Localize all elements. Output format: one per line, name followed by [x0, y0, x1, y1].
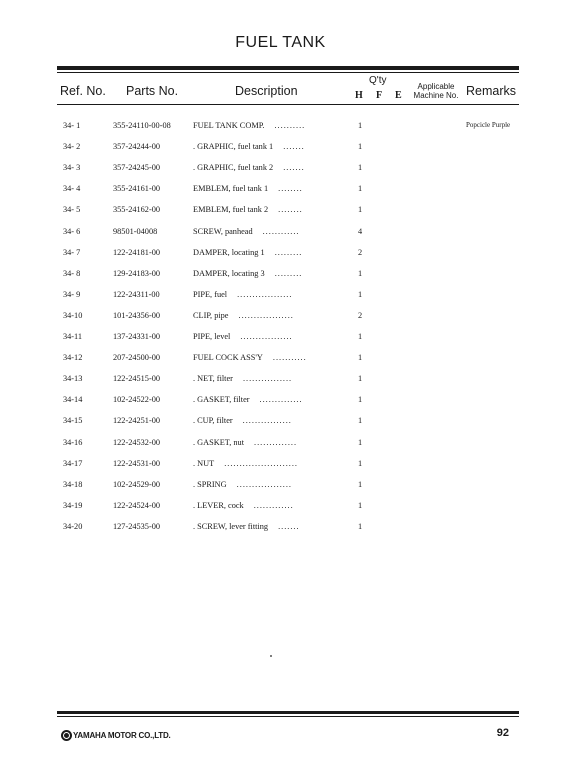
qty-cell: 2 — [358, 310, 363, 320]
description-cell — [193, 269, 302, 278]
ref-cell: 34- 9 — [63, 289, 81, 299]
part-number-cell: 102-24529-00 — [113, 479, 161, 489]
description-text: . GASKET, filter — [193, 395, 250, 405]
table-row — [0, 269, 561, 283]
leader-dots: ................ — [242, 374, 293, 384]
description-cell — [193, 480, 292, 489]
description-cell — [193, 374, 292, 383]
qty-cell: 1 — [358, 184, 363, 194]
table-row — [0, 522, 561, 536]
qty-cell: 1 — [358, 353, 363, 363]
description-text: . CUP, filter — [193, 416, 233, 426]
ref-cell: 34- 6 — [63, 226, 81, 236]
part-number-cell: 355-24162-00 — [113, 205, 161, 215]
description-cell — [193, 311, 294, 320]
description-text: . GRAPHIC, fuel tank 2 — [193, 163, 274, 173]
description-cell — [193, 163, 305, 172]
page-number: 92 — [496, 727, 509, 739]
table-row — [0, 438, 561, 452]
leader-dots: .................. — [236, 479, 293, 489]
ref-cell: 34-19 — [63, 500, 83, 510]
table-row — [0, 480, 561, 494]
leader-dots: .................. — [238, 310, 294, 320]
qty-cell: 1 — [358, 437, 363, 447]
bottom-thin-rule — [57, 716, 519, 717]
part-number-cell: 122-24311-00 — [113, 289, 160, 299]
description-cell — [193, 121, 305, 130]
description-cell — [193, 395, 303, 404]
description-cell — [193, 184, 303, 193]
part-number-cell: 357-24244-00 — [113, 142, 161, 152]
ref-cell: 34-18 — [63, 479, 83, 489]
header-remarks: Remarks — [466, 84, 517, 98]
leader-dots: .............. — [259, 395, 303, 405]
description-cell — [193, 290, 292, 299]
ref-cell: 34- 7 — [63, 247, 81, 257]
table-row — [0, 395, 561, 409]
description-text: . GASKET, nut — [193, 437, 245, 447]
header-qty-h: H — [355, 90, 363, 101]
part-number-cell: 355-24110-00-08 — [113, 121, 171, 130]
description-text: DAMPER, locating 1 — [193, 247, 265, 257]
part-number-cell: 137-24331-00 — [113, 332, 161, 341]
part-number-cell: 122-24524-00 — [113, 500, 161, 510]
qty-cell: 1 — [358, 416, 363, 426]
part-number-cell: 357-24245-00 — [113, 163, 161, 173]
leader-dots: ........... — [272, 353, 307, 363]
leader-dots: ................ — [242, 416, 292, 426]
header-applicable-line2: Machine No. — [413, 91, 459, 100]
header-parts-no: Parts No. — [126, 84, 179, 98]
header-qty-f: F — [376, 90, 383, 101]
table-row — [0, 459, 561, 473]
table-row — [0, 121, 561, 135]
ref-cell: 34- 4 — [63, 184, 81, 194]
part-number-cell: 122-24515-00 — [113, 374, 161, 384]
description-text: FUEL COCK ASS'Y — [193, 353, 263, 363]
ref-cell: 34-15 — [63, 416, 83, 426]
leader-dots: ........ — [278, 205, 303, 215]
table-row — [0, 142, 561, 156]
yamaha-logo-icon — [61, 730, 72, 741]
leader-dots: ....... — [283, 163, 305, 173]
table-row — [0, 227, 561, 241]
table-row — [0, 332, 561, 346]
header-rule — [57, 104, 519, 105]
table-row — [0, 374, 561, 388]
part-number-cell: 355-24161-00 — [113, 184, 161, 194]
ref-cell: 34- 8 — [63, 268, 81, 278]
leader-dots: ....... — [283, 142, 305, 152]
qty-cell: 1 — [358, 289, 363, 299]
description-text: PIPE, fuel — [193, 289, 228, 299]
description-text: SCREW, panhead — [193, 226, 253, 236]
table-row — [0, 501, 561, 515]
description-text: EMBLEM, fuel tank 2 — [193, 205, 269, 215]
description-text: . SCREW, lever fitting — [193, 521, 269, 531]
description-cell — [193, 438, 297, 447]
description-cell — [193, 416, 292, 425]
header-qty: Q'ty — [369, 75, 387, 86]
table-row — [0, 184, 561, 198]
description-cell — [193, 353, 307, 362]
leader-dots: ............ — [262, 226, 300, 236]
description-text: . LEVER, cock — [193, 500, 244, 510]
description-text: . SPRING — [193, 479, 227, 489]
table-row — [0, 205, 561, 219]
qty-cell: 1 — [358, 121, 363, 130]
qty-cell: 1 — [358, 521, 363, 531]
table-row — [0, 311, 561, 325]
part-number-cell: 122-24181-00 — [113, 247, 161, 257]
ref-cell: 34- 2 — [63, 142, 81, 152]
table-row — [0, 290, 561, 304]
part-number-cell: 122-24531-00 — [113, 458, 161, 468]
description-text: EMBLEM, fuel tank 1 — [193, 184, 269, 194]
page-title: FUEL TANK — [235, 34, 326, 51]
part-number-cell: 207-24500-00 — [113, 353, 161, 363]
table-row — [0, 248, 561, 262]
ref-cell: 34-13 — [63, 374, 83, 384]
qty-cell: 1 — [358, 479, 363, 489]
qty-cell: 2 — [358, 247, 363, 257]
description-cell — [193, 332, 293, 341]
leader-dots: ........................ — [224, 458, 298, 468]
qty-cell: 1 — [358, 500, 363, 510]
leader-dots: .............. — [254, 437, 298, 447]
part-number-cell: 122-24251-00 — [113, 416, 161, 426]
ref-cell: 34- 5 — [63, 205, 81, 215]
ref-cell: 34-11 — [63, 332, 83, 341]
description-cell — [193, 227, 300, 236]
description-text: . GRAPHIC, fuel tank 1 — [193, 142, 274, 152]
description-cell — [193, 205, 303, 214]
header-description: Description — [235, 84, 298, 98]
description-text: . NUT — [193, 458, 215, 468]
ref-cell: 34-20 — [63, 521, 83, 531]
qty-cell: 1 — [358, 458, 363, 468]
part-number-cell: 98501-04008 — [113, 226, 158, 236]
ref-cell: 34-10 — [63, 310, 83, 320]
leader-dots: ......... — [274, 268, 303, 278]
leader-dots: ....... — [278, 521, 300, 531]
ref-cell: 34- 3 — [63, 163, 81, 173]
leader-dots: ................. — [240, 332, 293, 341]
ref-cell: 34-12 — [63, 353, 83, 363]
part-number-cell: 122-24532-00 — [113, 437, 161, 447]
description-text: DAMPER, locating 3 — [193, 268, 265, 278]
qty-cell: 1 — [358, 332, 363, 341]
part-number-cell: 127-24535-00 — [113, 521, 161, 531]
page-speck — [270, 655, 272, 657]
ref-cell: 34-14 — [63, 395, 83, 405]
description-text: . NET, filter — [193, 374, 233, 384]
ref-cell: 34-16 — [63, 437, 83, 447]
header-applicable — [411, 82, 461, 100]
qty-cell: 4 — [358, 226, 363, 236]
description-cell — [193, 501, 294, 510]
ref-cell: 34- 1 — [63, 121, 81, 130]
description-text: PIPE, level — [193, 332, 231, 341]
qty-cell: 1 — [358, 163, 363, 173]
header-qty-e: E — [395, 90, 402, 101]
qty-cell: 1 — [358, 395, 363, 405]
description-text: CLIP, pipe — [193, 310, 229, 320]
bottom-thick-rule — [57, 711, 519, 714]
description-cell — [193, 459, 298, 468]
part-number-cell: 102-24522-00 — [113, 395, 161, 405]
table-row — [0, 416, 561, 430]
part-number-cell: 129-24183-00 — [113, 268, 161, 278]
qty-cell: 1 — [358, 268, 363, 278]
leader-dots: ......... — [274, 247, 303, 257]
qty-cell: 1 — [358, 142, 363, 152]
description-cell — [193, 142, 305, 151]
description-cell — [193, 522, 300, 531]
leader-dots: ............. — [253, 500, 294, 510]
qty-cell: 1 — [358, 374, 363, 384]
qty-cell: 1 — [358, 205, 363, 215]
top-thick-rule — [57, 66, 519, 70]
leader-dots: .................. — [237, 289, 293, 299]
description-cell — [193, 248, 302, 257]
table-row — [0, 163, 561, 177]
leader-dots: ........ — [278, 184, 303, 194]
table-row — [0, 353, 561, 367]
ref-cell: 34-17 — [63, 458, 83, 468]
part-number-cell: 101-24356-00 — [113, 310, 161, 320]
description-text: FUEL TANK COMP. — [193, 121, 265, 130]
top-thin-rule — [57, 72, 519, 73]
remarks-cell: Popcicle Purple — [466, 121, 511, 129]
maker-name: YAMAHA MOTOR CO.,LTD. — [73, 731, 171, 740]
header-applicable-line1: Applicable — [417, 82, 455, 91]
leader-dots: .......... — [274, 121, 306, 130]
header-ref-no: Ref. No. — [60, 84, 106, 98]
